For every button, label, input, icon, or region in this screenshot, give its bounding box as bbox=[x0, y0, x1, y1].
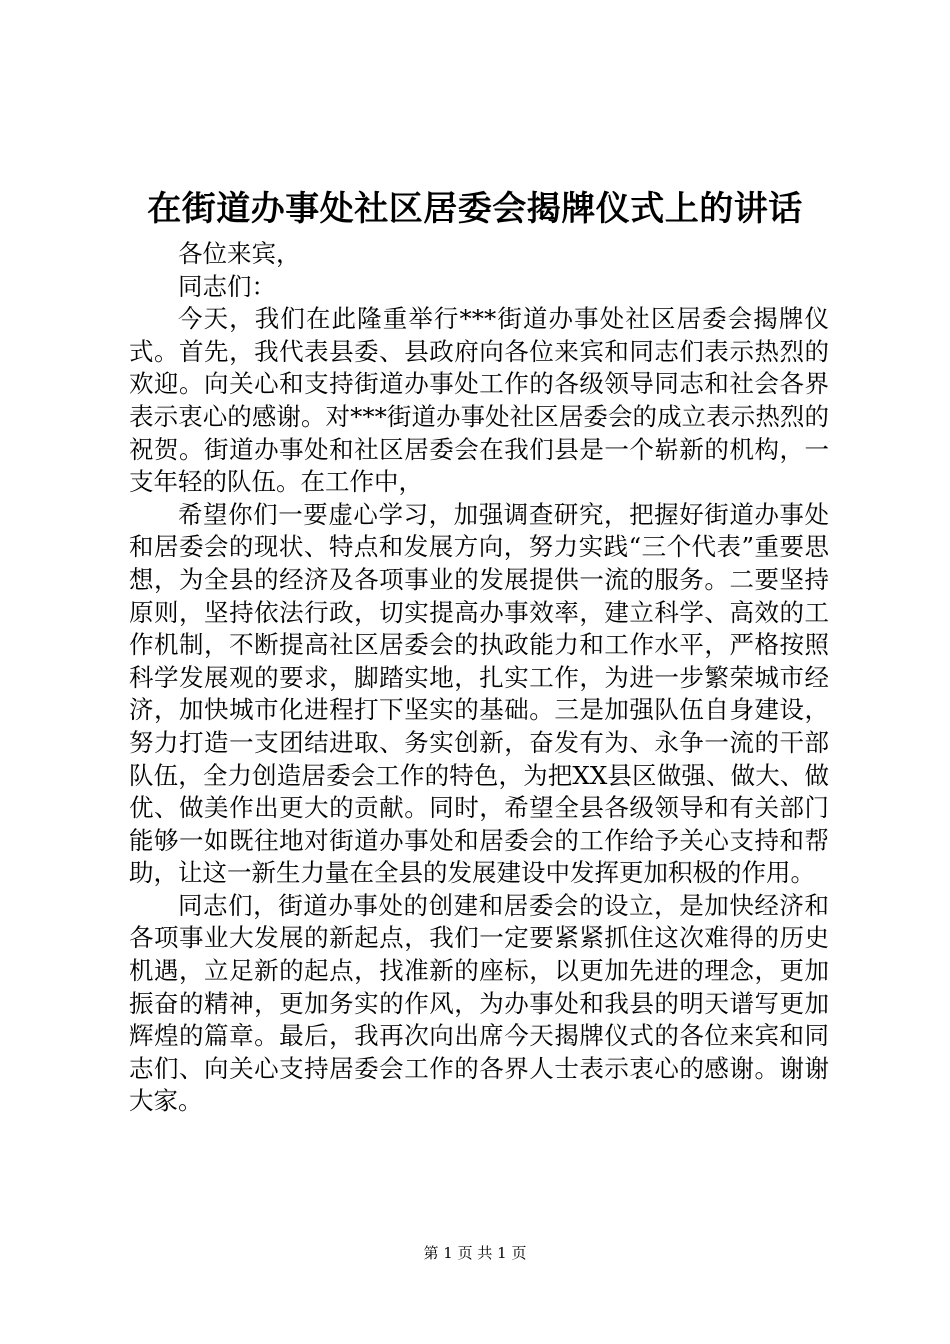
salutation-comrades: 同志们： bbox=[178, 271, 276, 301]
page-number-footer: 第 1 页 共 1 页 bbox=[423, 1244, 527, 1262]
document-body bbox=[129, 238, 829, 1118]
paragraph-closing: 同志们，街道办事处的创建和居委会的设立，是加快经济和各项事业大发展的新起点，我们一定要紧紧抓住这次难得的历史机遇，立足新的起点，找准新的座标，以更加先进的理念，更加振奋的精神，更加务实的作风，为办事处和我县的明天谱写更加辉煌的篇章。最后，我再次向出席今天揭牌仪式的各位来宾和同志们、向关心支持居委会工作的各界人士表示衷心的感谢。谢谢大家。 bbox=[129, 890, 829, 1116]
document-title: 在街道办事处社区居委会揭牌仪式上的讲话 bbox=[147, 189, 803, 229]
paragraph-expectations: 希望你们一要虚心学习，加强调查研究，把握好街道办事处和居委会的现状、特点和发展方向，努力实践“三个代表”重要思想，为全县的经济及各项事业的发展提供一流的服务。二要坚持原则，坚持依法行政，切实提高办事效率，建立科学、高效的工作机制，不断提高社区居委会的执政能力和工作水平，严格按照科学发展观的要求，脚踏实地，扎实工作，为进一步繁荣城市经济，加快城市化进程打下坚实的基础。三是加强队伍自身建设，努力打造一支团结进取、务实创新，奋发有为、永争一流的干部队伍，全力创造居委会工作的特色，为把XX县区做强、做大、做优、做美作出更大的贡献。同时，希望全县各级领导和有关部门能够一如既往地对街道办事处和居委会的工作给予关心支持和帮助，让这一新生力量在全县的发展建设中发挥更加积极的作用。 bbox=[129, 499, 829, 888]
salutation-guests: 各位来宾， bbox=[178, 239, 301, 268]
paragraph-opening: 今天，我们在此隆重举行***街道办事处社区居委会揭牌仪式。首先，我代表县委、县政府向各位来宾和同志们表示热烈的欢迎。向关心和支持街道办事处工作的各级领导同志和社会各界表示衷心的感谢。对***街道办事处社区居委会的成立表示热烈的祝贺。街道办事处和社区居委会在我们县是一个崭新的机构，一支年轻的队伍。在工作中， bbox=[129, 304, 829, 497]
